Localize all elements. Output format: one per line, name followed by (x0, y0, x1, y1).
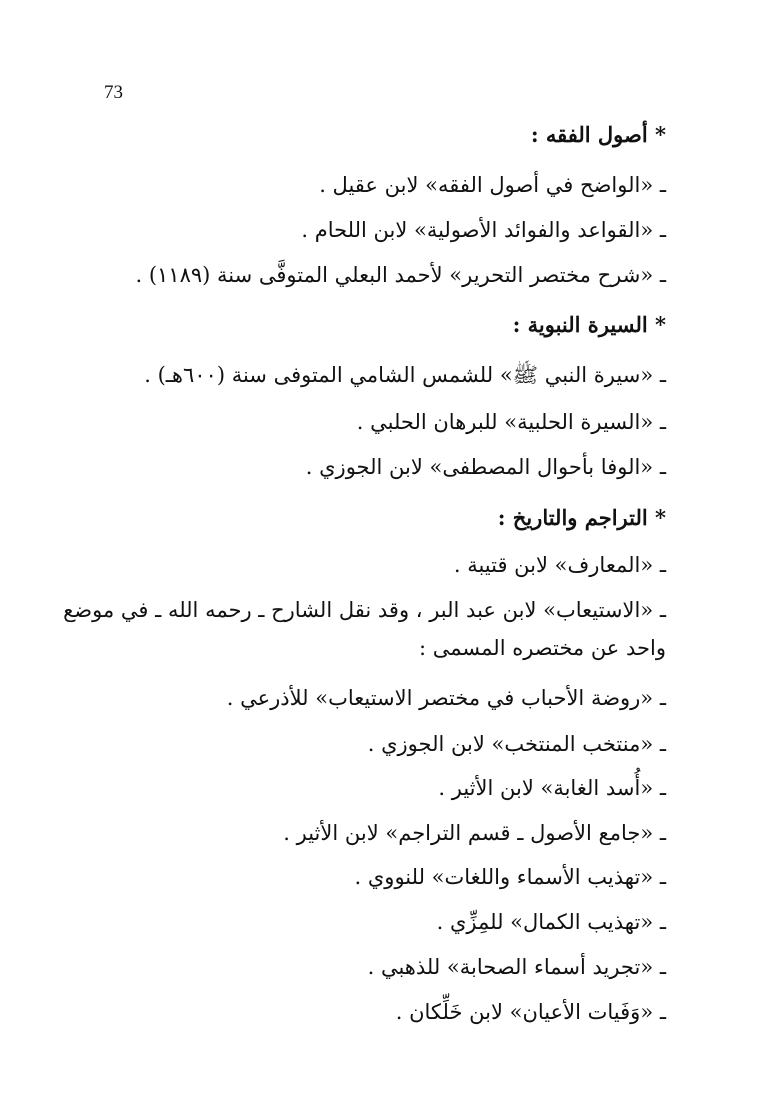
list-item: ـ «الوفا بأحوال المصطفى» لابن الجوزي . (305, 455, 666, 479)
list-item-continuation: واحد عن مختصره المسمى : (419, 636, 666, 660)
list-item: ـ «جامع الأصول ـ قسم التراجم» لابن الأثير . (283, 821, 666, 845)
list-item: ـ «وَفَيات الأعيان» لابن خَلِّكان . (395, 1000, 666, 1024)
list-item: ـ «السيرة الحلبية» للبرهان الحلبي . (356, 410, 666, 434)
list-item: ـ «المعارف» لابن قتيبة . (453, 553, 666, 577)
list-item: ـ «روضة الأحباب في مختصر الاستيعاب» للأذرعي . (226, 686, 666, 710)
list-item: ـ «شرح مختصر التحرير» لأحمد البعلي المتوفَّى سنة (١١٨٩) . (135, 263, 666, 287)
list-item: ـ «تهذيب الأسماء واللغات» للنووي . (354, 865, 666, 889)
page-number: 73 (104, 82, 123, 103)
list-item: ـ «منتخب المنتخب» لابن الجوزي . (367, 732, 666, 756)
list-item: ـ «أُسد الغابة» لابن الأثير . (438, 776, 666, 800)
list-item: ـ «الواضح في أصول الفقه» لابن عقيل . (319, 173, 666, 197)
list-item: ـ «تجريد أسماء الصحابة» للذهبي . (367, 955, 666, 979)
list-item: ـ «سيرة النبي ﷺ» للشمس الشامي المتوفى سنة (٦٠٠هـ) . (144, 363, 666, 387)
list-item: ـ «الاستيعاب» لابن عبد البر ، وقد نقل الشارح ـ رحمه الله ـ في موضع (63, 598, 666, 622)
list-item: ـ «تهذيب الكمال» للمِزِّي . (436, 910, 666, 934)
section-heading-sira: * السيرة النبوية : (512, 312, 666, 337)
list-item: ـ «القواعد والفوائد الأصولية» لابن اللحام . (301, 218, 666, 242)
section-heading-usul-al-fiqh: * أصول الفقه : (530, 122, 666, 147)
section-heading-tarajim: * التراجم والتاريخ : (497, 505, 666, 530)
